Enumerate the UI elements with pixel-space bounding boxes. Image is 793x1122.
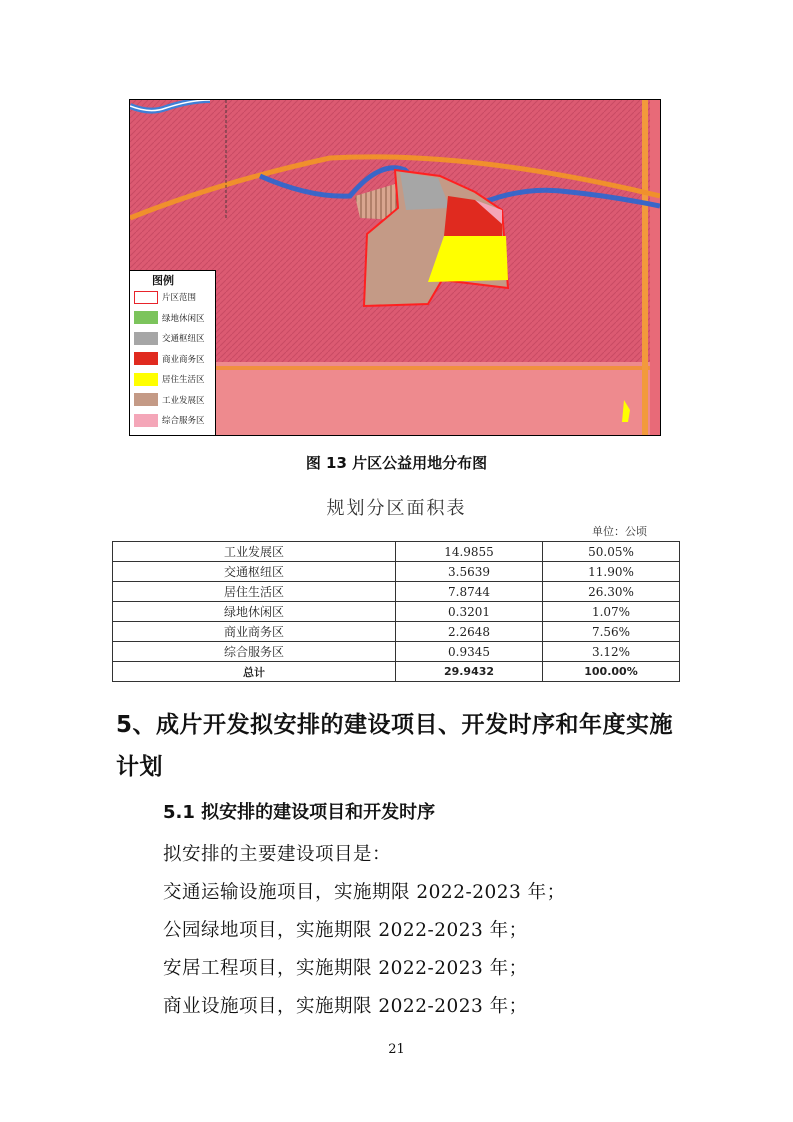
legend-swatch	[134, 311, 158, 324]
paragraph: 交通运输设施项目，实施期限 2022-2023 年；	[163, 882, 566, 903]
paragraph: 公园绿地项目，实施期限 2022-2023 年；	[163, 920, 528, 941]
paragraph: 拟安排的主要建设项目是：	[163, 844, 392, 865]
table-row	[113, 562, 680, 582]
land-use-map	[129, 99, 661, 436]
legend-swatch	[134, 291, 158, 304]
table-row	[113, 602, 680, 622]
legend-label: 绿地休闲区	[162, 313, 205, 324]
legend-swatch	[134, 393, 158, 406]
zone-percent: 1.07%	[543, 602, 680, 622]
legend-item	[130, 349, 215, 370]
legend-swatch	[134, 373, 158, 386]
paragraph: 安居工程项目，实施期限 2022-2023 年；	[163, 958, 528, 979]
legend-swatch	[134, 352, 158, 365]
legend-label: 商业商务区	[162, 354, 205, 365]
table-row	[113, 642, 680, 662]
page-number: 21	[388, 1042, 405, 1057]
figure-caption: 图 13 片区公益用地分布图	[305, 454, 488, 472]
legend-item	[130, 308, 215, 329]
zone-percent: 11.90%	[543, 562, 680, 582]
legend-item	[130, 410, 215, 431]
map-legend	[130, 270, 216, 435]
legend-item	[130, 328, 215, 349]
legend-label: 综合服务区	[162, 416, 205, 427]
legend-title: 图例	[152, 274, 174, 287]
total-label: 总计	[113, 662, 396, 682]
zone-name: 工业发展区	[113, 542, 396, 562]
table-title: 规划分区面积表	[326, 498, 467, 519]
zone-area: 0.9345	[396, 642, 543, 662]
table-row	[113, 542, 680, 562]
paragraph: 商业设施项目，实施期限 2022-2023 年；	[163, 996, 528, 1017]
legend-item	[130, 390, 215, 411]
legend-item	[130, 369, 215, 390]
legend-swatch	[134, 414, 158, 427]
legend-label: 片区范围	[162, 293, 197, 304]
zone-name: 交通枢纽区	[113, 562, 396, 582]
zone-percent: 50.05%	[543, 542, 680, 562]
table-row	[113, 622, 680, 642]
zone-name: 绿地休闲区	[113, 602, 396, 622]
section-heading: 5、成片开发拟安排的建设项目、开发时序和年度实施计划	[116, 712, 674, 780]
zone-area: 7.8744	[396, 582, 543, 602]
subsection-heading: 5.1 拟安排的建设项目和开发时序	[163, 802, 436, 823]
legend-label: 工业发展区	[162, 395, 205, 406]
legend-item	[130, 287, 215, 308]
table-row	[113, 582, 680, 602]
zone-name: 综合服务区	[113, 642, 396, 662]
zone-area: 2.2648	[396, 622, 543, 642]
legend-label: 居住生活区	[162, 375, 205, 386]
legend-label: 交通枢纽区	[162, 334, 205, 345]
zone-area: 0.3201	[396, 602, 543, 622]
table-unit: 单位：公顷	[592, 525, 647, 538]
zone-area: 14.9855	[396, 542, 543, 562]
legend-swatch	[134, 332, 158, 345]
zone-percent: 3.12%	[543, 642, 680, 662]
zone-name: 居住生活区	[113, 582, 396, 602]
zone-area: 3.5639	[396, 562, 543, 582]
zone-name: 商业商务区	[113, 622, 396, 642]
table-total-row	[113, 662, 680, 682]
total-percent: 100.00%	[543, 662, 680, 682]
zone-percent: 26.30%	[543, 582, 680, 602]
zone-percent: 7.56%	[543, 622, 680, 642]
total-area: 29.9432	[396, 662, 543, 682]
zone-area-table	[112, 541, 680, 682]
